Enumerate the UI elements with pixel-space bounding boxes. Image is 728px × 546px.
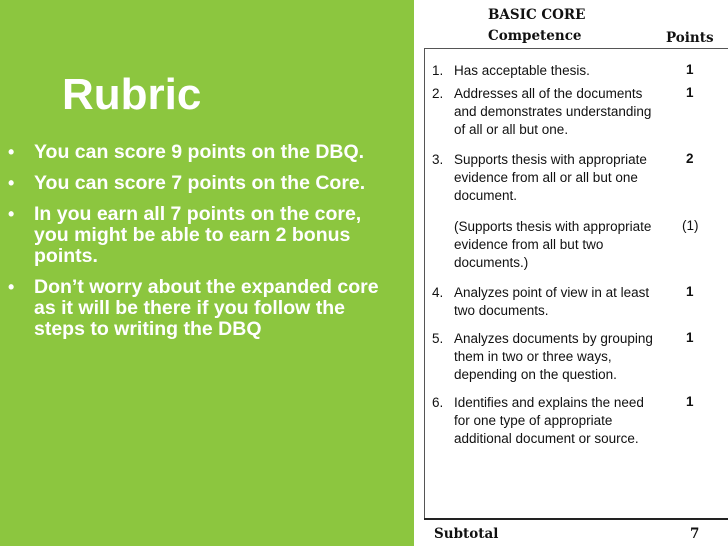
rubric-subtotal-points: 7 xyxy=(690,526,700,542)
rubric-item-text: Identifies and explains the need for one type of appropriate additional document or source. xyxy=(454,395,644,446)
rubric-item-text: Addresses all of the documents and demonstrates understanding of all or all but one. xyxy=(454,86,652,137)
rubric-item-number: 5. xyxy=(432,331,444,346)
rubric-header-points: Points xyxy=(666,30,714,46)
bullet-item xyxy=(8,277,400,340)
rubric-divider xyxy=(424,48,425,518)
rubric-item-text: Analyzes documents by grouping them in two or three ways, depending on the question. xyxy=(454,331,653,382)
bullet-item xyxy=(8,204,400,267)
rubric-divider xyxy=(424,48,728,49)
rubric-item-points: 2 xyxy=(686,151,694,166)
rubric-item-text: Analyzes point of view in at least two documents. xyxy=(454,285,650,318)
bullet-item xyxy=(8,173,400,194)
rubric-item-number: 6. xyxy=(432,395,444,410)
rubric-item-number: 2. xyxy=(432,86,444,101)
slide-title: Rubric xyxy=(62,70,202,119)
rubric-item-points: (1) xyxy=(682,218,699,233)
bullet-text: Don’t worry about the expanded core as it will be there if you follow the steps to writing the DBQ xyxy=(34,276,379,340)
rubric-subtotal-label: Subtotal xyxy=(434,526,499,542)
bullet-text: In you earn all 7 points on the core, you might be able to earn 2 bonus points. xyxy=(34,203,362,267)
rubric-item-points: 1 xyxy=(686,62,694,77)
rubric-header-basic-core: BASIC CORE xyxy=(488,7,586,23)
bullet-dot-icon: • xyxy=(8,173,15,193)
bullet-dot-icon: • xyxy=(8,277,15,297)
rubric-item xyxy=(432,330,662,384)
bullet-item xyxy=(8,142,400,163)
rubric-item xyxy=(432,151,662,205)
rubric-item-number: 4. xyxy=(432,285,444,300)
rubric-item-number: 1. xyxy=(432,63,444,78)
rubric-item xyxy=(432,394,662,448)
bullet-list xyxy=(8,142,400,350)
rubric-divider xyxy=(424,518,728,520)
rubric-item-points: 1 xyxy=(686,284,694,299)
rubric-item-text: Supports thesis with appropriate evidence from all or all but one document. xyxy=(454,152,647,203)
rubric-item xyxy=(432,62,662,80)
rubric-item xyxy=(432,284,662,320)
rubric-image xyxy=(414,0,728,546)
bullet-dot-icon: • xyxy=(8,142,15,162)
bullet-text: You can score 9 points on the DBQ. xyxy=(34,141,365,163)
rubric-item-text: (Supports thesis with appropriate evidence from all but two documents.) xyxy=(454,219,652,270)
rubric-item-points: 1 xyxy=(686,394,694,409)
rubric-item-points: 1 xyxy=(686,330,694,345)
bullet-dot-icon: • xyxy=(8,204,15,224)
rubric-item-text: Has acceptable thesis. xyxy=(454,63,590,78)
rubric-header-competence: Competence xyxy=(488,28,582,44)
rubric-item xyxy=(432,218,662,272)
rubric-item xyxy=(432,85,662,139)
rubric-item-number: 3. xyxy=(432,152,444,167)
bullet-text: You can score 7 points on the Core. xyxy=(34,172,366,194)
rubric-item-points: 1 xyxy=(686,85,694,100)
